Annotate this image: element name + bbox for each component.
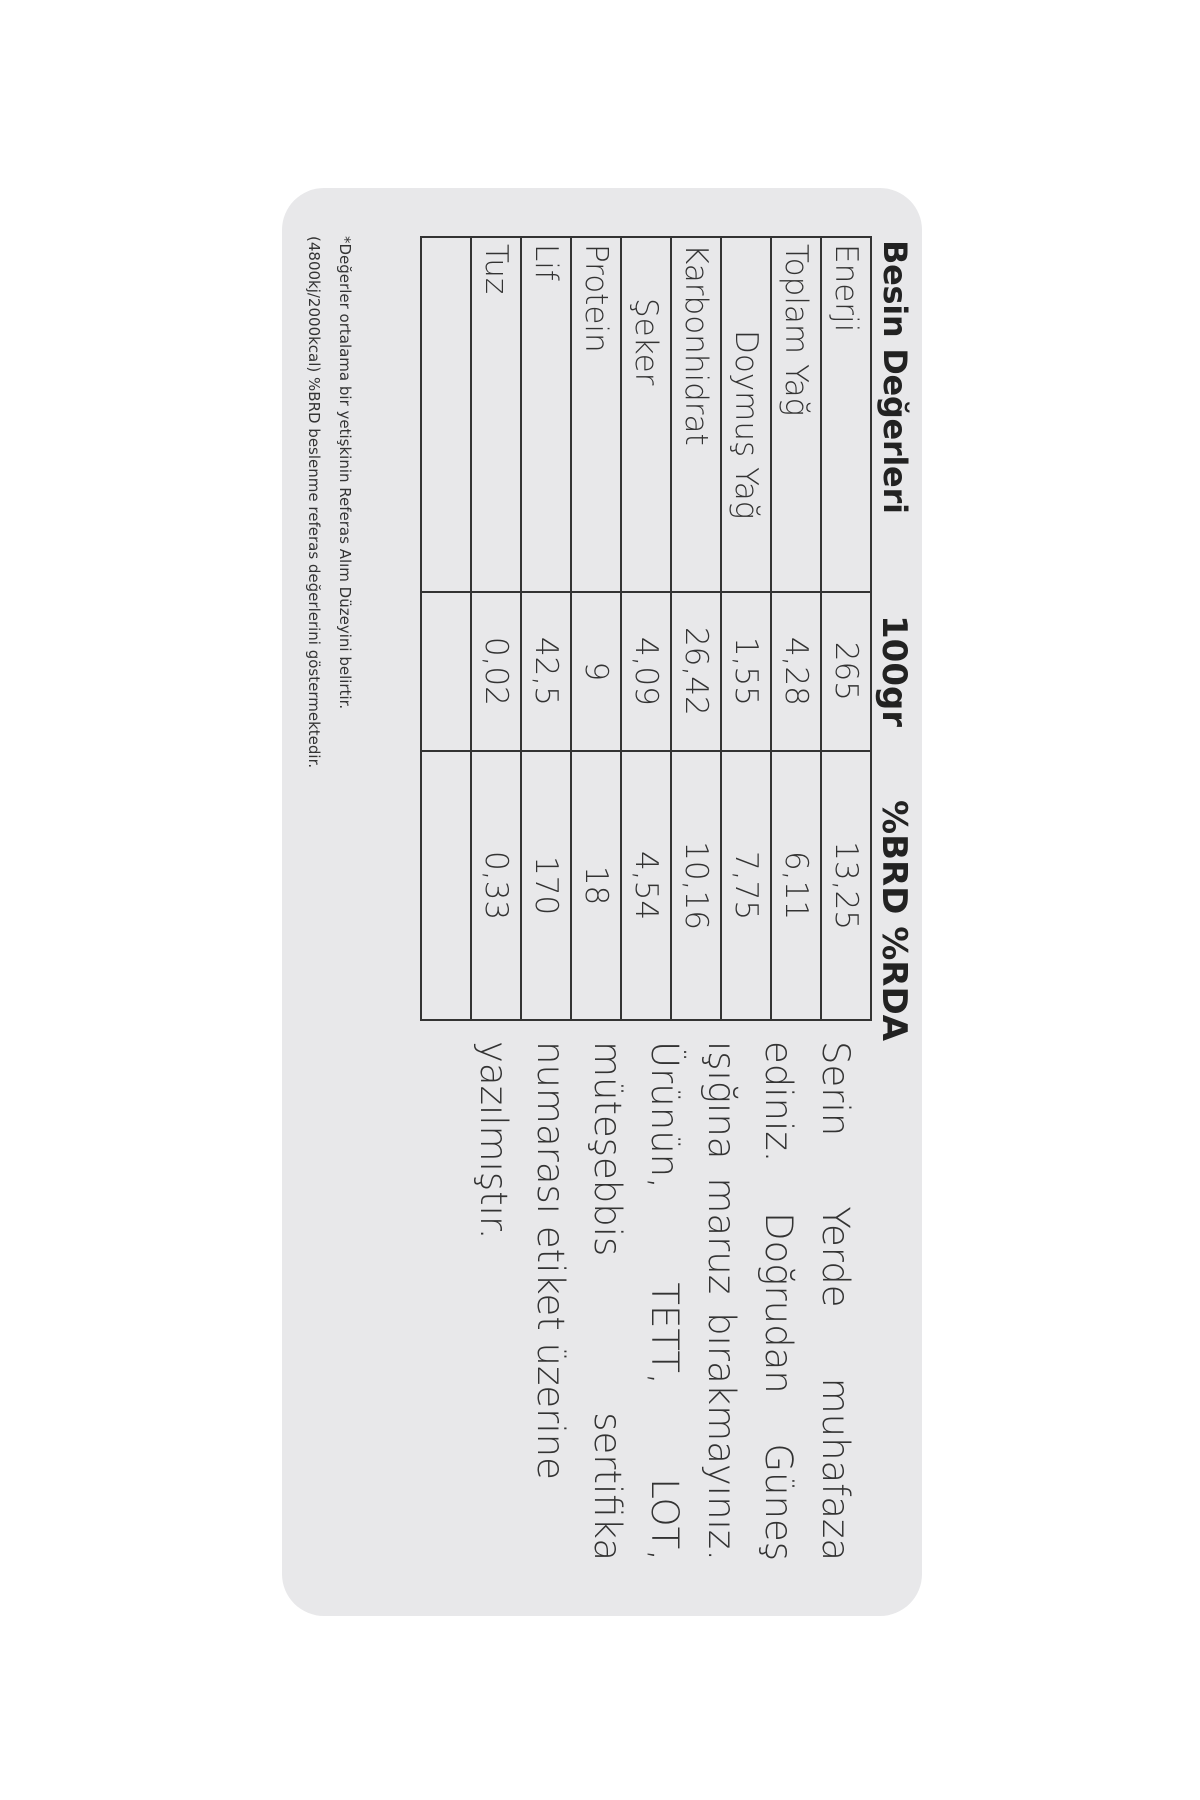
table-row bbox=[521, 237, 571, 1020]
table-row bbox=[671, 237, 721, 1020]
nutrient-value: 4,28 bbox=[771, 592, 821, 752]
nutrient-name bbox=[421, 237, 471, 592]
nutrient-name: Şeker bbox=[621, 237, 671, 592]
label-title: Besin Değerleri bbox=[876, 240, 914, 514]
nutrient-value: 1,55 bbox=[721, 592, 771, 752]
nutrient-brd: 4,54 bbox=[621, 751, 671, 1020]
nutrition-label bbox=[282, 188, 922, 1616]
nutrient-brd: 170 bbox=[521, 751, 571, 1020]
nutrient-name: Enerji bbox=[821, 237, 871, 592]
storage-text-last: yazılmıştır. bbox=[472, 1041, 515, 1240]
nutrient-name: Toplam Yağ bbox=[771, 237, 821, 592]
nutrient-name: Lif bbox=[521, 237, 571, 592]
column-header-100gr: 100gr bbox=[874, 615, 914, 728]
table-row bbox=[471, 237, 521, 1020]
nutrient-name: Doymuş Yağ bbox=[721, 237, 771, 592]
nutrient-value: 42,5 bbox=[521, 592, 571, 752]
nutrient-brd: 0,33 bbox=[471, 751, 521, 1020]
table-row bbox=[571, 237, 621, 1020]
table-row bbox=[721, 237, 771, 1020]
footnote bbox=[298, 236, 360, 768]
table-row bbox=[821, 237, 871, 1020]
table-row bbox=[771, 237, 821, 1020]
column-header-brd: %BRD %RDA bbox=[874, 800, 914, 1042]
nutrient-brd: 7,75 bbox=[721, 751, 771, 1020]
nutrient-brd: 18 bbox=[571, 751, 621, 1020]
footnote-line-1: *Değerler ortalama bir yetişkinin Referas Alım Düzeyini belirtir. bbox=[336, 236, 354, 710]
storage-instructions bbox=[465, 1041, 864, 1561]
table-row bbox=[621, 237, 671, 1020]
nutrient-brd: 13,25 bbox=[821, 751, 871, 1020]
nutrition-table bbox=[420, 236, 872, 1021]
nutrient-brd: 6,11 bbox=[771, 751, 821, 1020]
nutrient-name: Karbonhidrat bbox=[671, 237, 721, 592]
nutrient-brd: 10,16 bbox=[671, 751, 721, 1020]
storage-text: Serin Yerde muhafaza ediniz. Doğrudan Güneş ışığına maruz bırakmayınız. Ürünün, TETT, LOT, müteşebbis sertifika numarası etiket üzerine bbox=[529, 1041, 857, 1561]
nutrient-value: 26,42 bbox=[671, 592, 721, 752]
nutrient-name: Tuz bbox=[471, 237, 521, 592]
table-row bbox=[421, 237, 471, 1020]
nutrient-value bbox=[421, 592, 471, 752]
footnote-line-2: (4800kj/2000kcal) %BRD beslenme referas değerlerini göstermektedir. bbox=[305, 236, 323, 769]
nutrient-value: 4,09 bbox=[621, 592, 671, 752]
nutrient-value: 265 bbox=[821, 592, 871, 752]
nutrient-value: 0,02 bbox=[471, 592, 521, 752]
nutrient-name: Protein bbox=[571, 237, 621, 592]
nutrient-brd bbox=[421, 751, 471, 1020]
nutrient-value: 9 bbox=[571, 592, 621, 752]
